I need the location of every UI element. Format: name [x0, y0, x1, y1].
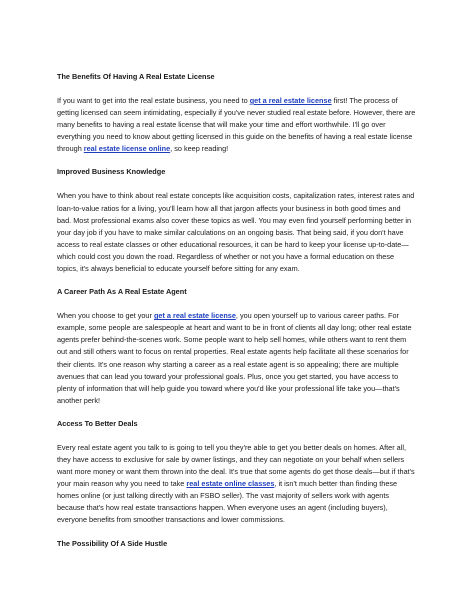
link-get-real-estate-license[interactable]: get a real estate license: [153, 311, 236, 321]
section-heading-side-hustle: The Possibility Of A Side Hustle: [57, 538, 168, 548]
paragraph-career-path: [57, 310, 416, 407]
section-heading-better-deals: Access To Better Deals: [57, 418, 138, 428]
paragraph-business-knowledge: [57, 190, 416, 275]
paragraph-text: When you have to think about real estate concepts like acquisition costs, capitalization rates, interest rates and loan-to-value ratios for a living, you'll learn how all that jargon affects your business in both good times and bad. Most professional exams also cover these topics as well. You may even find yourself performing better in your day job if you have to make similar calculations on an ongoing basis. That being said, if you don't have access to real estate classes or other educational resources, it can be hard to keep your license up-to-date—which could cost you down the road. Regardless of whether or not you have a formal education on these topics, it's always beneficial to educate yourself before sitting for any exam.: [57, 191, 415, 274]
paragraph-text: , you open yourself up to various career paths. For example, some people are salespeople at heart and want to be in front of clients all day long; other real estate agents prefer behind-the-scenes work. Some people want to help sell homes, while others want to rent them out and still others want to focus on rental properties. Real estate agents help facilitate all these scenarios for their clients. It's one reason why starting a career as a real estate agent is so appealing; there are multiple avenues that can lead you toward your professional goals. Plus, once you get started, you have access to plenty of information that will help guide you toward where you'd like your professional life take you—that's another perk!: [57, 311, 412, 405]
paragraph-text: If you want to get into the real estate business, you need to: [57, 96, 250, 105]
paragraph-text: first! The process of getting licensed can seem intimidating, especially if you've never studied real estate before. However, there are many benefits to having a real estate license that will make your time and effort worthwhile. I'll go over everything you need to know about getting licensed in this guide on the benefits of having a real estate license through: [57, 96, 416, 154]
paragraph-intro: [57, 95, 416, 155]
link-real-estate-license-online[interactable]: real estate license online: [83, 144, 171, 154]
section-heading-business-knowledge: Improved Business Knowledge: [57, 167, 166, 177]
section-heading-career-path: A Career Path As A Real Estate Agent: [57, 287, 187, 297]
link-get-real-estate-license[interactable]: get a real estate license: [249, 96, 332, 105]
paragraph-better-deals: [57, 442, 416, 527]
link-real-estate-online-classes[interactable]: real estate online classes: [186, 479, 275, 489]
paragraph-text: Every real estate agent you talk to is going to tell you they're able to get you better deals on homes. After all, they have access to exclusive for sale by owner listings, and they can negotiate on your behalf when sellers want more money or want them thrown into the deal. It's true that some agents do get those deals—but if that's your main reason why you need to take: [57, 442, 415, 489]
paragraph-text: When you choose to get your: [57, 311, 154, 321]
paragraph-text: , it isn't much better than finding these homes online (or just talking directly with an FSBO seller). The vast majority of sellers work with agents because that's how real estate transactions happen. When everyone uses an agent (including buyers), everyone benefits from smoother transactions and lower commissions.: [57, 479, 398, 525]
section-heading-benefits: The Benefits Of Having A Real Estate License: [57, 72, 215, 81]
paragraph-text: , so keep reading!: [170, 144, 229, 154]
